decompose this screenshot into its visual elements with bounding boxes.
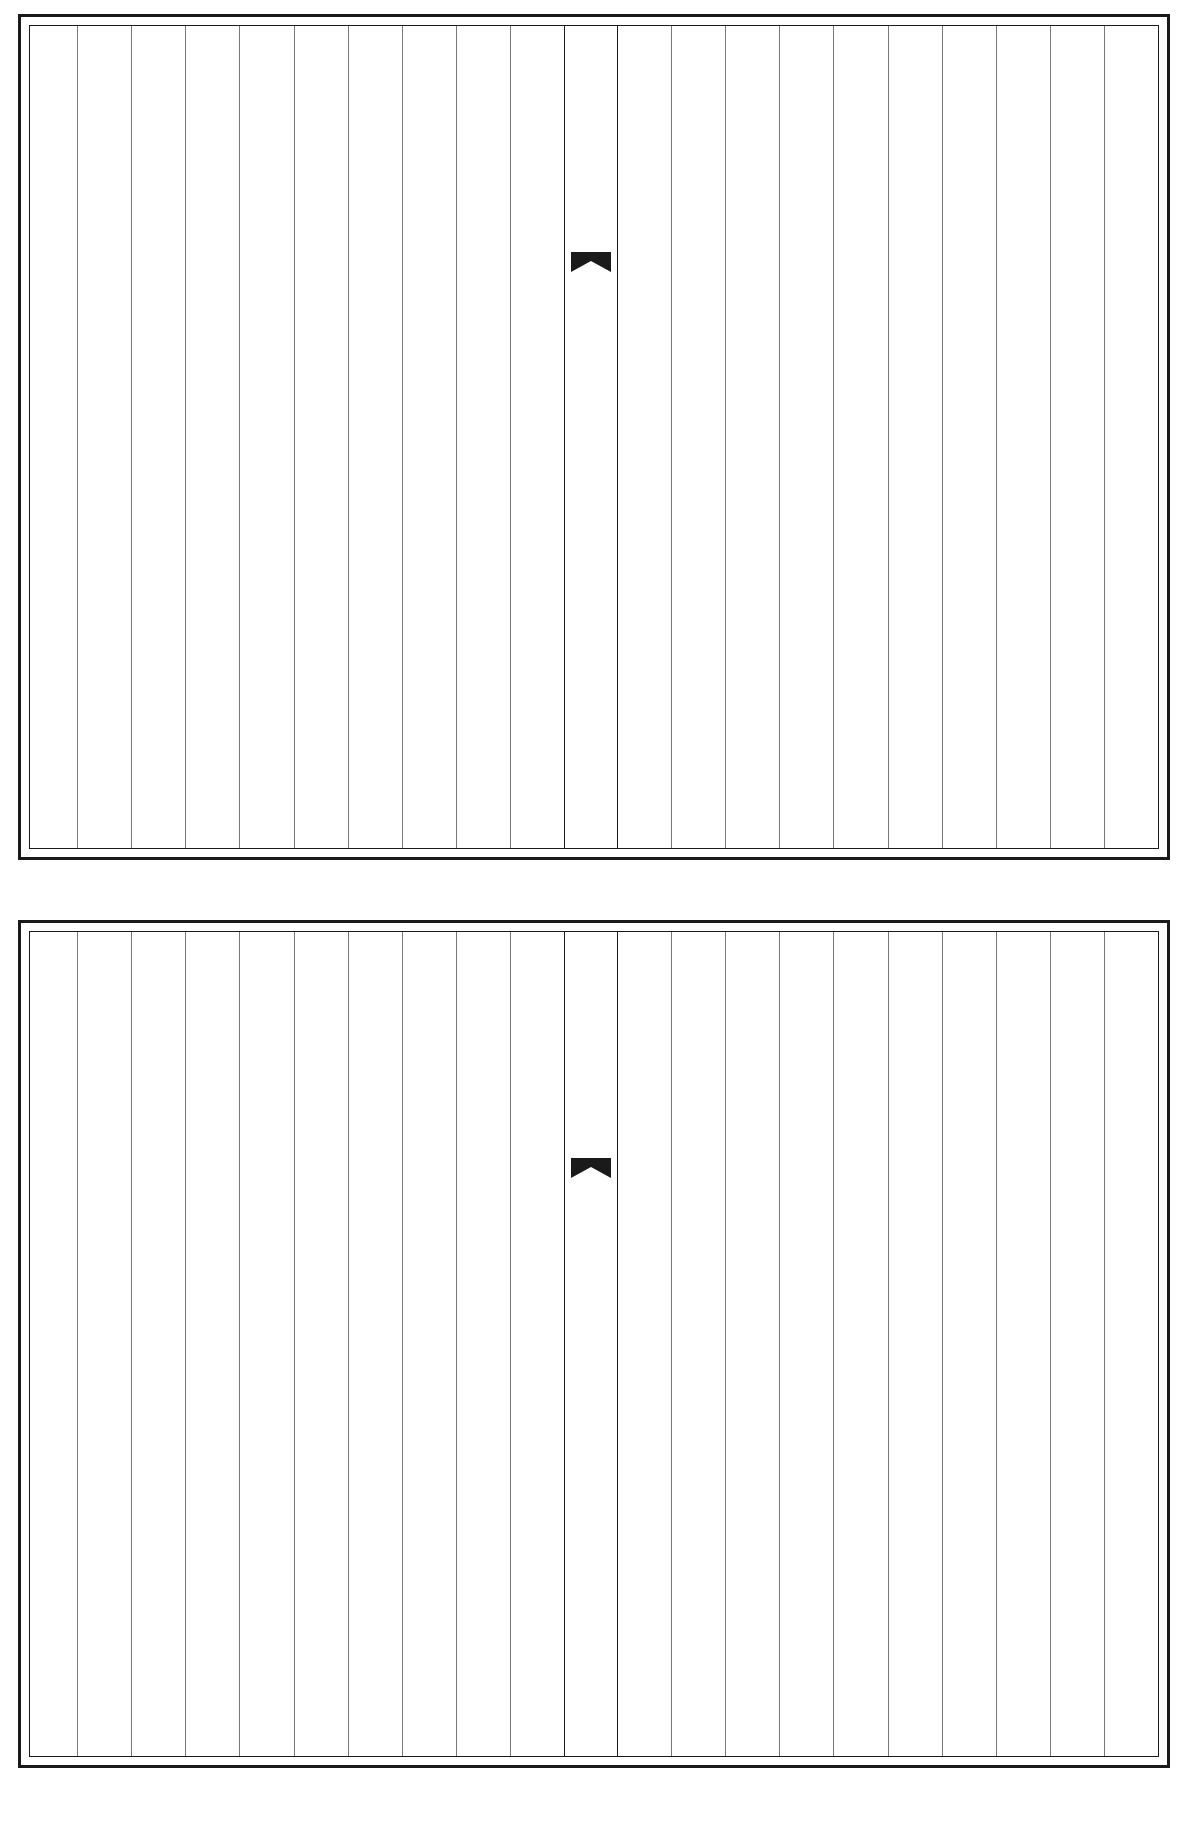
text-column xyxy=(725,932,779,1756)
text-column xyxy=(671,26,725,848)
half-page-left xyxy=(24,26,564,848)
leaf-frame xyxy=(29,25,1159,849)
text-column xyxy=(456,26,510,848)
text-column xyxy=(294,932,348,1756)
text-column xyxy=(185,932,239,1756)
page-leaf-lower xyxy=(18,920,1170,1768)
text-column xyxy=(510,26,564,848)
text-column xyxy=(996,932,1050,1756)
page-leaf-upper xyxy=(18,14,1170,860)
text-column xyxy=(1050,26,1104,848)
text-column xyxy=(618,932,671,1756)
text-column xyxy=(1104,26,1158,848)
text-column xyxy=(725,26,779,848)
text-column xyxy=(510,932,564,1756)
text-column xyxy=(888,26,942,848)
text-column xyxy=(671,932,725,1756)
text-column xyxy=(833,26,887,848)
text-column xyxy=(239,26,293,848)
text-column xyxy=(77,932,131,1756)
text-column xyxy=(618,26,671,848)
center-strip xyxy=(564,932,618,1756)
text-column xyxy=(24,932,77,1756)
text-column xyxy=(77,26,131,848)
half-page-right xyxy=(618,26,1158,848)
text-column xyxy=(402,26,456,848)
center-strip xyxy=(564,26,618,848)
text-column xyxy=(294,26,348,848)
text-column xyxy=(239,932,293,1756)
text-column xyxy=(24,26,77,848)
text-column xyxy=(1050,932,1104,1756)
text-column xyxy=(185,26,239,848)
text-column xyxy=(348,26,402,848)
text-column xyxy=(942,26,996,848)
text-column xyxy=(131,932,185,1756)
half-page-left xyxy=(24,932,564,1756)
half-page-right xyxy=(618,932,1158,1756)
text-column xyxy=(942,932,996,1756)
text-column xyxy=(779,932,833,1756)
text-column xyxy=(779,26,833,848)
text-column xyxy=(348,932,402,1756)
text-column xyxy=(402,932,456,1756)
text-column xyxy=(131,26,185,848)
fish-tail-mark xyxy=(571,1158,611,1178)
text-column xyxy=(888,932,942,1756)
text-column xyxy=(833,932,887,1756)
text-column xyxy=(996,26,1050,848)
leaf-frame xyxy=(29,931,1159,1757)
text-column xyxy=(456,932,510,1756)
text-column xyxy=(1104,932,1158,1756)
fish-tail-mark xyxy=(571,252,611,272)
